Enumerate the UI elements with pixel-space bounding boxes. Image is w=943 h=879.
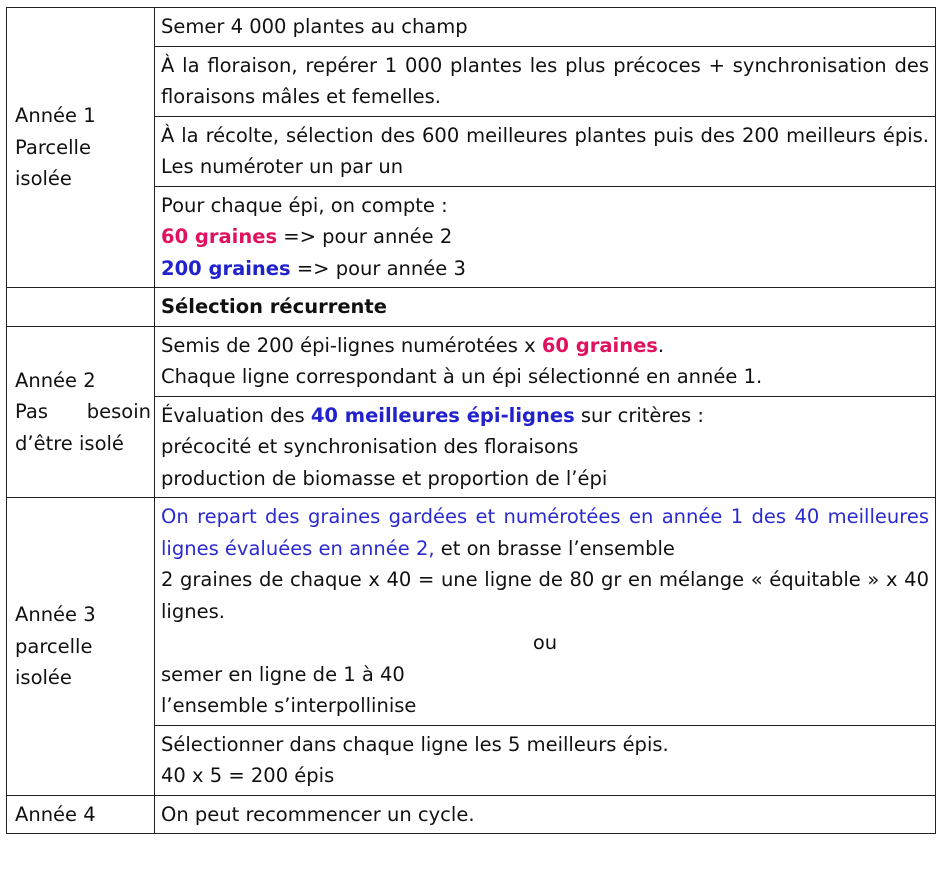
year1-count-year3-rest: => pour année 3	[290, 256, 466, 280]
year2-label-cell	[7, 326, 155, 498]
year2-label-line: Année 2	[15, 368, 96, 392]
year1-count-year2-rest: => pour année 2	[277, 225, 453, 248]
year3-or: ou	[532, 631, 558, 654]
pink-highlight: 60 graines	[541, 333, 658, 357]
year3-label-line: parcelle	[15, 634, 93, 658]
table-row	[7, 8, 936, 47]
year2-label-word: besoin	[86, 400, 151, 423]
year3-mix-rest: et on brasse l’ensemble	[434, 536, 675, 560]
year1-label-line: Parcelle	[15, 135, 91, 159]
year3-label-line: isolée	[15, 666, 72, 689]
table-row	[7, 326, 936, 396]
year1-step-cell	[155, 8, 936, 47]
year4-label-cell	[7, 795, 155, 834]
year2-evaluation-end: sur critères :	[574, 403, 704, 427]
section-heading: Sélection récurrente	[155, 288, 936, 327]
year4-step-cell	[155, 795, 936, 834]
year3-alt-pollinate: l’ensemble s’interpollinise	[161, 694, 417, 717]
year1-step-flowering: À la floraison, repérer 1 000 plantes les plus précoces + synchronisation des floraisons mâles et femelles.	[161, 53, 929, 108]
year2-sowing-text: Semis de 200 épi-lignes numérotées x	[161, 333, 542, 357]
year3-label-line: Année 3	[15, 603, 96, 626]
year1-count-year2	[161, 221, 929, 253]
year1-step-cell	[155, 46, 936, 116]
year2-criterion: précocité et synchronisation des floraisons	[161, 435, 579, 458]
selection-table	[6, 7, 936, 834]
blue-highlight: 200 graines	[161, 256, 291, 280]
year2-evaluation	[161, 400, 929, 432]
year4-text: On peut recommencer un cycle.	[161, 802, 475, 826]
year2-step-cell	[155, 396, 936, 498]
year2-label-line	[15, 396, 151, 428]
table-row	[7, 795, 936, 834]
year1-step-sow: Semer 4 000 plantes au champ	[161, 15, 468, 38]
year1-count-year3	[161, 253, 929, 285]
table-row	[7, 498, 936, 726]
year2-criterion: production de biomasse et proportion de l’épi	[161, 466, 608, 490]
pink-highlight: 60 graines	[161, 225, 278, 248]
year1-step-cell	[155, 116, 936, 186]
year2-label-word: Pas	[15, 400, 48, 423]
year3-total: 40 x 5 = 200 épis	[161, 764, 335, 787]
year3-mix-block	[161, 501, 929, 564]
year2-label-line: d’être isolé	[15, 431, 124, 455]
year2-sowing-end: .	[657, 333, 665, 357]
year2-step-cell	[155, 326, 936, 396]
year1-label-line: isolée	[15, 167, 72, 191]
year1-count-intro: Pour chaque épi, on compte :	[161, 193, 448, 217]
year3-blue-text: On repart des graines gardées et numérotées en année 1 des 40 meilleures lignes évaluées en année 2,	[161, 505, 929, 560]
empty-label-cell	[7, 288, 155, 327]
year1-step-harvest: À la récolte, sélection des 600 meilleures plantes puis des 200 meilleurs épis. Les numéroter un par un	[161, 123, 929, 178]
table-row	[7, 288, 936, 327]
year2-evaluation-text: Évaluation des	[161, 403, 311, 427]
year3-step-cell	[155, 725, 936, 795]
year3-select: Sélectionner dans chaque ligne les 5 meilleurs épis.	[161, 732, 669, 756]
year3-label-cell	[7, 498, 155, 796]
blue-highlight: 40 meilleures épi-lignes	[310, 403, 575, 427]
year3-alt-sow: semer en ligne de 1 à 40	[161, 662, 405, 686]
year2-sowing-detail: Chaque ligne correspondant à un épi sélectionné en année 1.	[161, 365, 763, 388]
year3-mix-detail: 2 graines de chaque x 40 = une ligne de 80 gr en mélange « équitable » x 40 lignes.	[161, 568, 929, 623]
year4-label: Année 4	[15, 802, 96, 826]
year1-step-cell	[155, 186, 936, 288]
year2-sowing	[161, 330, 929, 362]
year3-step-cell	[155, 498, 936, 726]
year1-label-cell	[7, 8, 155, 288]
year1-label-line: Année 1	[15, 104, 96, 128]
